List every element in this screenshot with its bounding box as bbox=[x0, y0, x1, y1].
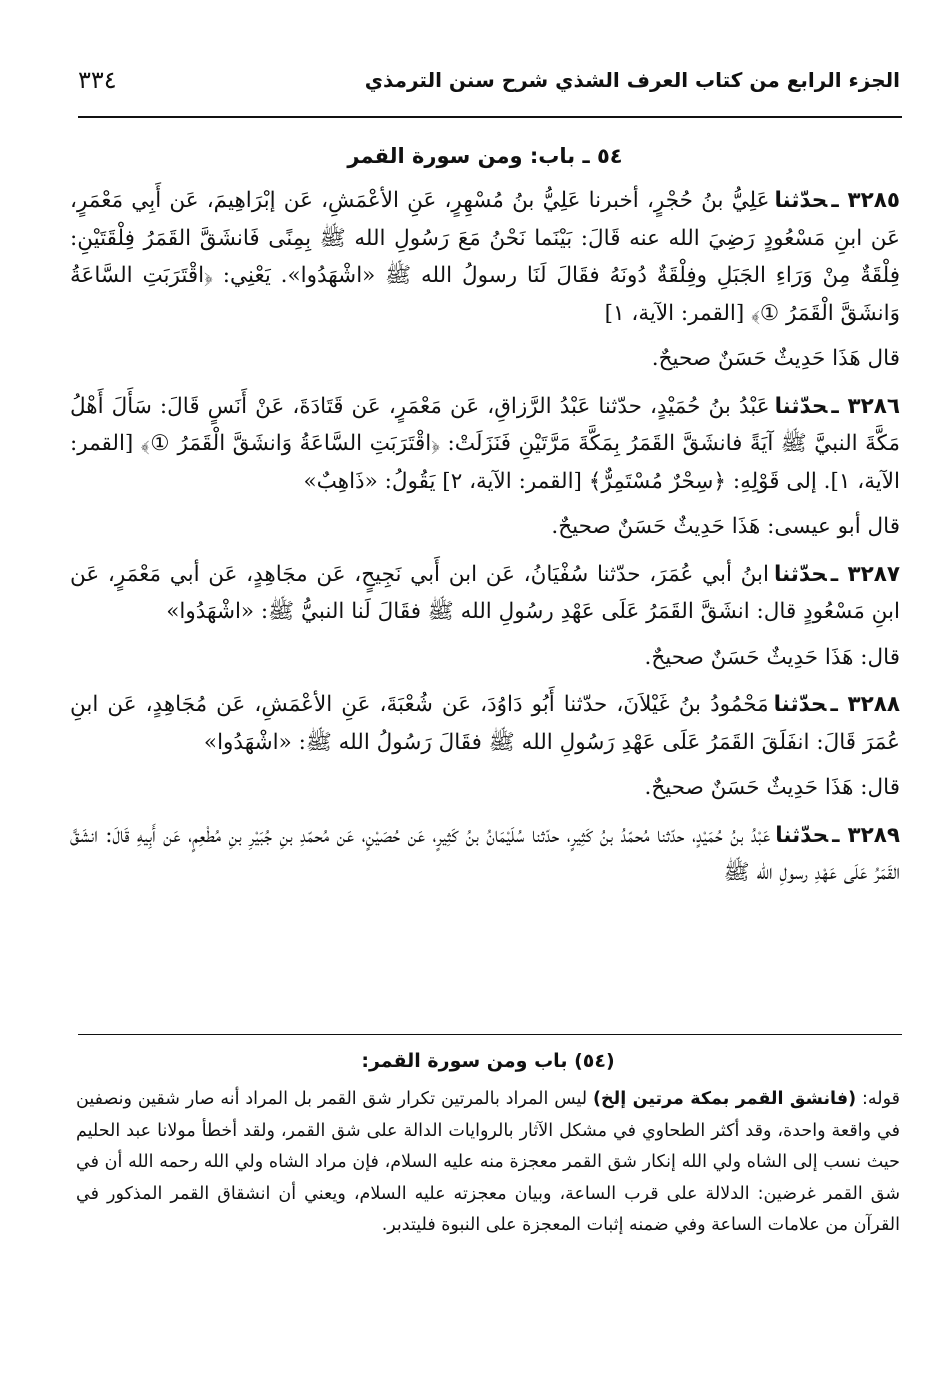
hadith-opener: حدّثنا bbox=[774, 188, 828, 213]
footnote-rule bbox=[78, 1034, 902, 1035]
running-title: الجزء الرابع من كتاب العرف الشذي شرح سنن الترمذي bbox=[364, 68, 900, 92]
hadith-3289 bbox=[70, 817, 900, 892]
hadith-text: ابنُ أبي عُمَرَ، حدّثنا سُفْيَانُ، عَن ابن أَبي نَجِيحٍ، عَن مجَاهِدٍ، عَن أبي مَعْمَرٍ، عَن ابنِ مَسْعُودٍ قال: انشَقَّ القَمَرُ عَلَى عَهْدِ رسُولِ الله ﷺ فقَالَ لَنا النبيُّ ﷺ: «اشْهَدُوا» bbox=[70, 561, 900, 624]
hadith-opener: حدّثنا bbox=[774, 393, 828, 419]
page-number: ٣٣٤ bbox=[78, 66, 117, 94]
main-text bbox=[70, 128, 900, 892]
hadith-opener: حدّثنا bbox=[773, 561, 827, 587]
commentary-lead: قوله: bbox=[861, 1089, 901, 1109]
hadith-3285 bbox=[70, 182, 900, 332]
hadith-opener: حدّثنا bbox=[773, 692, 827, 717]
commentary-body bbox=[76, 1084, 900, 1242]
hadith-text: عَبْدُ بنُ حُمَيْدٍ، حدّثنا عَبْدُ الرَّزاقِ، عَن مَعْمَرٍ، عَن قَتَادَةَ، عَنْ أَنَسٍ قَالَ: سَأَلَ أَهْلُ مَكَّةَ النبيَّ ﷺ آيَةً فانشَقَّ القَمَرُ بِمَكَّةَ مَرَّتَيْنِ فَنَزَلَتْ: ﴿اقْتَرَبَتِ السَّاعَةُ وَانشَقَّ الْقَمَرُ ①﴾ [القمر: الآية، ١]. إلى قَوْلِهِ: ﴿سِحْرٌ مُسْتَمِرٌّ﴾ [القمر: الآية، ٢] يَقُولُ: «ذَاهِبٌ» bbox=[70, 393, 900, 494]
hadith-number: ٣٢٨٥ ـ bbox=[831, 188, 900, 213]
hadith-number: ٣٢٨٦ ـ bbox=[831, 393, 900, 419]
hadith-text: عَلِيُّ بنُ حُجْرٍ، أخبرنا عَلِيُّ بنُ مُسْهِرٍ، عَنِ الأعْمَشِ، عَن إبْرَاهِيمَ، عَن أَبِي مَعْمَرٍ، عَن ابنِ مَسْعُودٍ رَضِيَ الله عنه قَالَ: بَيْنَما نَحْنُ مَعَ رَسُولِ الله ﷺ بِمِنًى فَانشَقَّ القَمَرُ فِلْقَتَيْنِ: فِلْقَةٌ مِنْ وَرَاءِ الجَبَلِ وفِلْقَةٌ دُونَهُ فقَالَ لَنَا رسولُ الله ﷺ «اشْهَدُوا». يَعْنِي: ﴿اقْتَرَبَتِ السَّاعَةُ وَانشَقَّ الْقَمَرُ ①﴾ [القمر: الآية، ١] bbox=[70, 188, 900, 326]
header-rule bbox=[78, 116, 902, 118]
hadith-verdict: قال هَذَا حَدِيثٌ حَسَنٌ صحيحٌ. bbox=[651, 346, 900, 371]
commentary bbox=[76, 1044, 900, 1242]
commentary-text: ليس المراد بالمرتين تكرار شق القمر بل المراد أنه صار شقين ونصفين في واقعة واحدة، وقد أكثر الطحاوي في مشكل الآثار بالروايات الدالة على شق القمر، ولقد أخطأ مولانا عبد الحليم حيث نسب إلى الشاه ولي الله إنكار شق القمر معجزة منه عليه السلام، فإن مراد الشاه ولي الله رحمه الله أن في شق القمر غرضين: الدلالة على قرب الساعة، وبيان معجزته عليه السلام، ويعني أن انشقاق القمر المذكور في القرآن من علامات الساعة وفي ضمنه إثبات المعجزة على النبوة فليتدبر. bbox=[76, 1089, 900, 1235]
running-header bbox=[78, 58, 900, 102]
commentary-quote: (فانشق القمر بمكة مرتين إلخ) bbox=[593, 1089, 857, 1109]
hadith-verdict: قال: هَذَا حَدِيثٌ حَسَنٌ صحيحٌ. bbox=[644, 644, 900, 670]
hadith-verdict: قال أبو عيسى: هَذَا حَدِيثٌ حَسَنٌ صحيحٌ. bbox=[551, 514, 900, 539]
commentary-title: (٥٤) باب ومن سورة القمر: bbox=[361, 1050, 615, 1072]
hadith-verdict: قال: هَذَا حَدِيثٌ حَسَنٌ صحيحٌ. bbox=[644, 775, 900, 800]
hadith-number: ٣٢٨٩ ـ bbox=[832, 822, 900, 848]
hadith-3288 bbox=[70, 686, 900, 761]
hadith-number: ٣٢٨٧ ـ bbox=[830, 561, 900, 587]
hadith-text: مَحْمُودُ بنُ غَيْلاَنَ، حدّثنا أَبُو دَاوُدَ، عَن شُعْبَةَ، عَنِ الأعْمَشِ، عَن مُجَاهِدٍ، عَن ابنِ عُمَرَ قَالَ: انفَلَقَ القَمَرُ عَلَى عَهْدِ رَسُولِ الله ﷺ فقَالَ رَسُولُ الله ﷺ: «اشْهَدُوا» bbox=[70, 692, 900, 755]
chapter-title: ٥٤ ـ باب: ومن سورة القمر bbox=[347, 144, 623, 168]
hadith-3286 bbox=[70, 388, 900, 501]
hadith-opener: حدّثنا bbox=[775, 822, 829, 848]
hadith-text: عَبْدُ بنُ حُمَيْدٍ، حدّثنا مُحمّدُ بنُ كَثِيرٍ، حدّثنا سُلَيْمَانُ بنُ كَثِيرٍ، عَن حُصَيْنٍ، عَن مُحمّدِ بنِ جُبَيْرِ بنِ مُطْعِمٍ، عَن أَبِيهِ قَالَ: انشَقَّ القَمَرُ عَلَى عَهْدِ رسولِ الله ﷺ bbox=[70, 822, 900, 885]
hadith-3287 bbox=[70, 556, 900, 631]
hadith-number: ٣٢٨٨ ـ bbox=[830, 692, 900, 717]
